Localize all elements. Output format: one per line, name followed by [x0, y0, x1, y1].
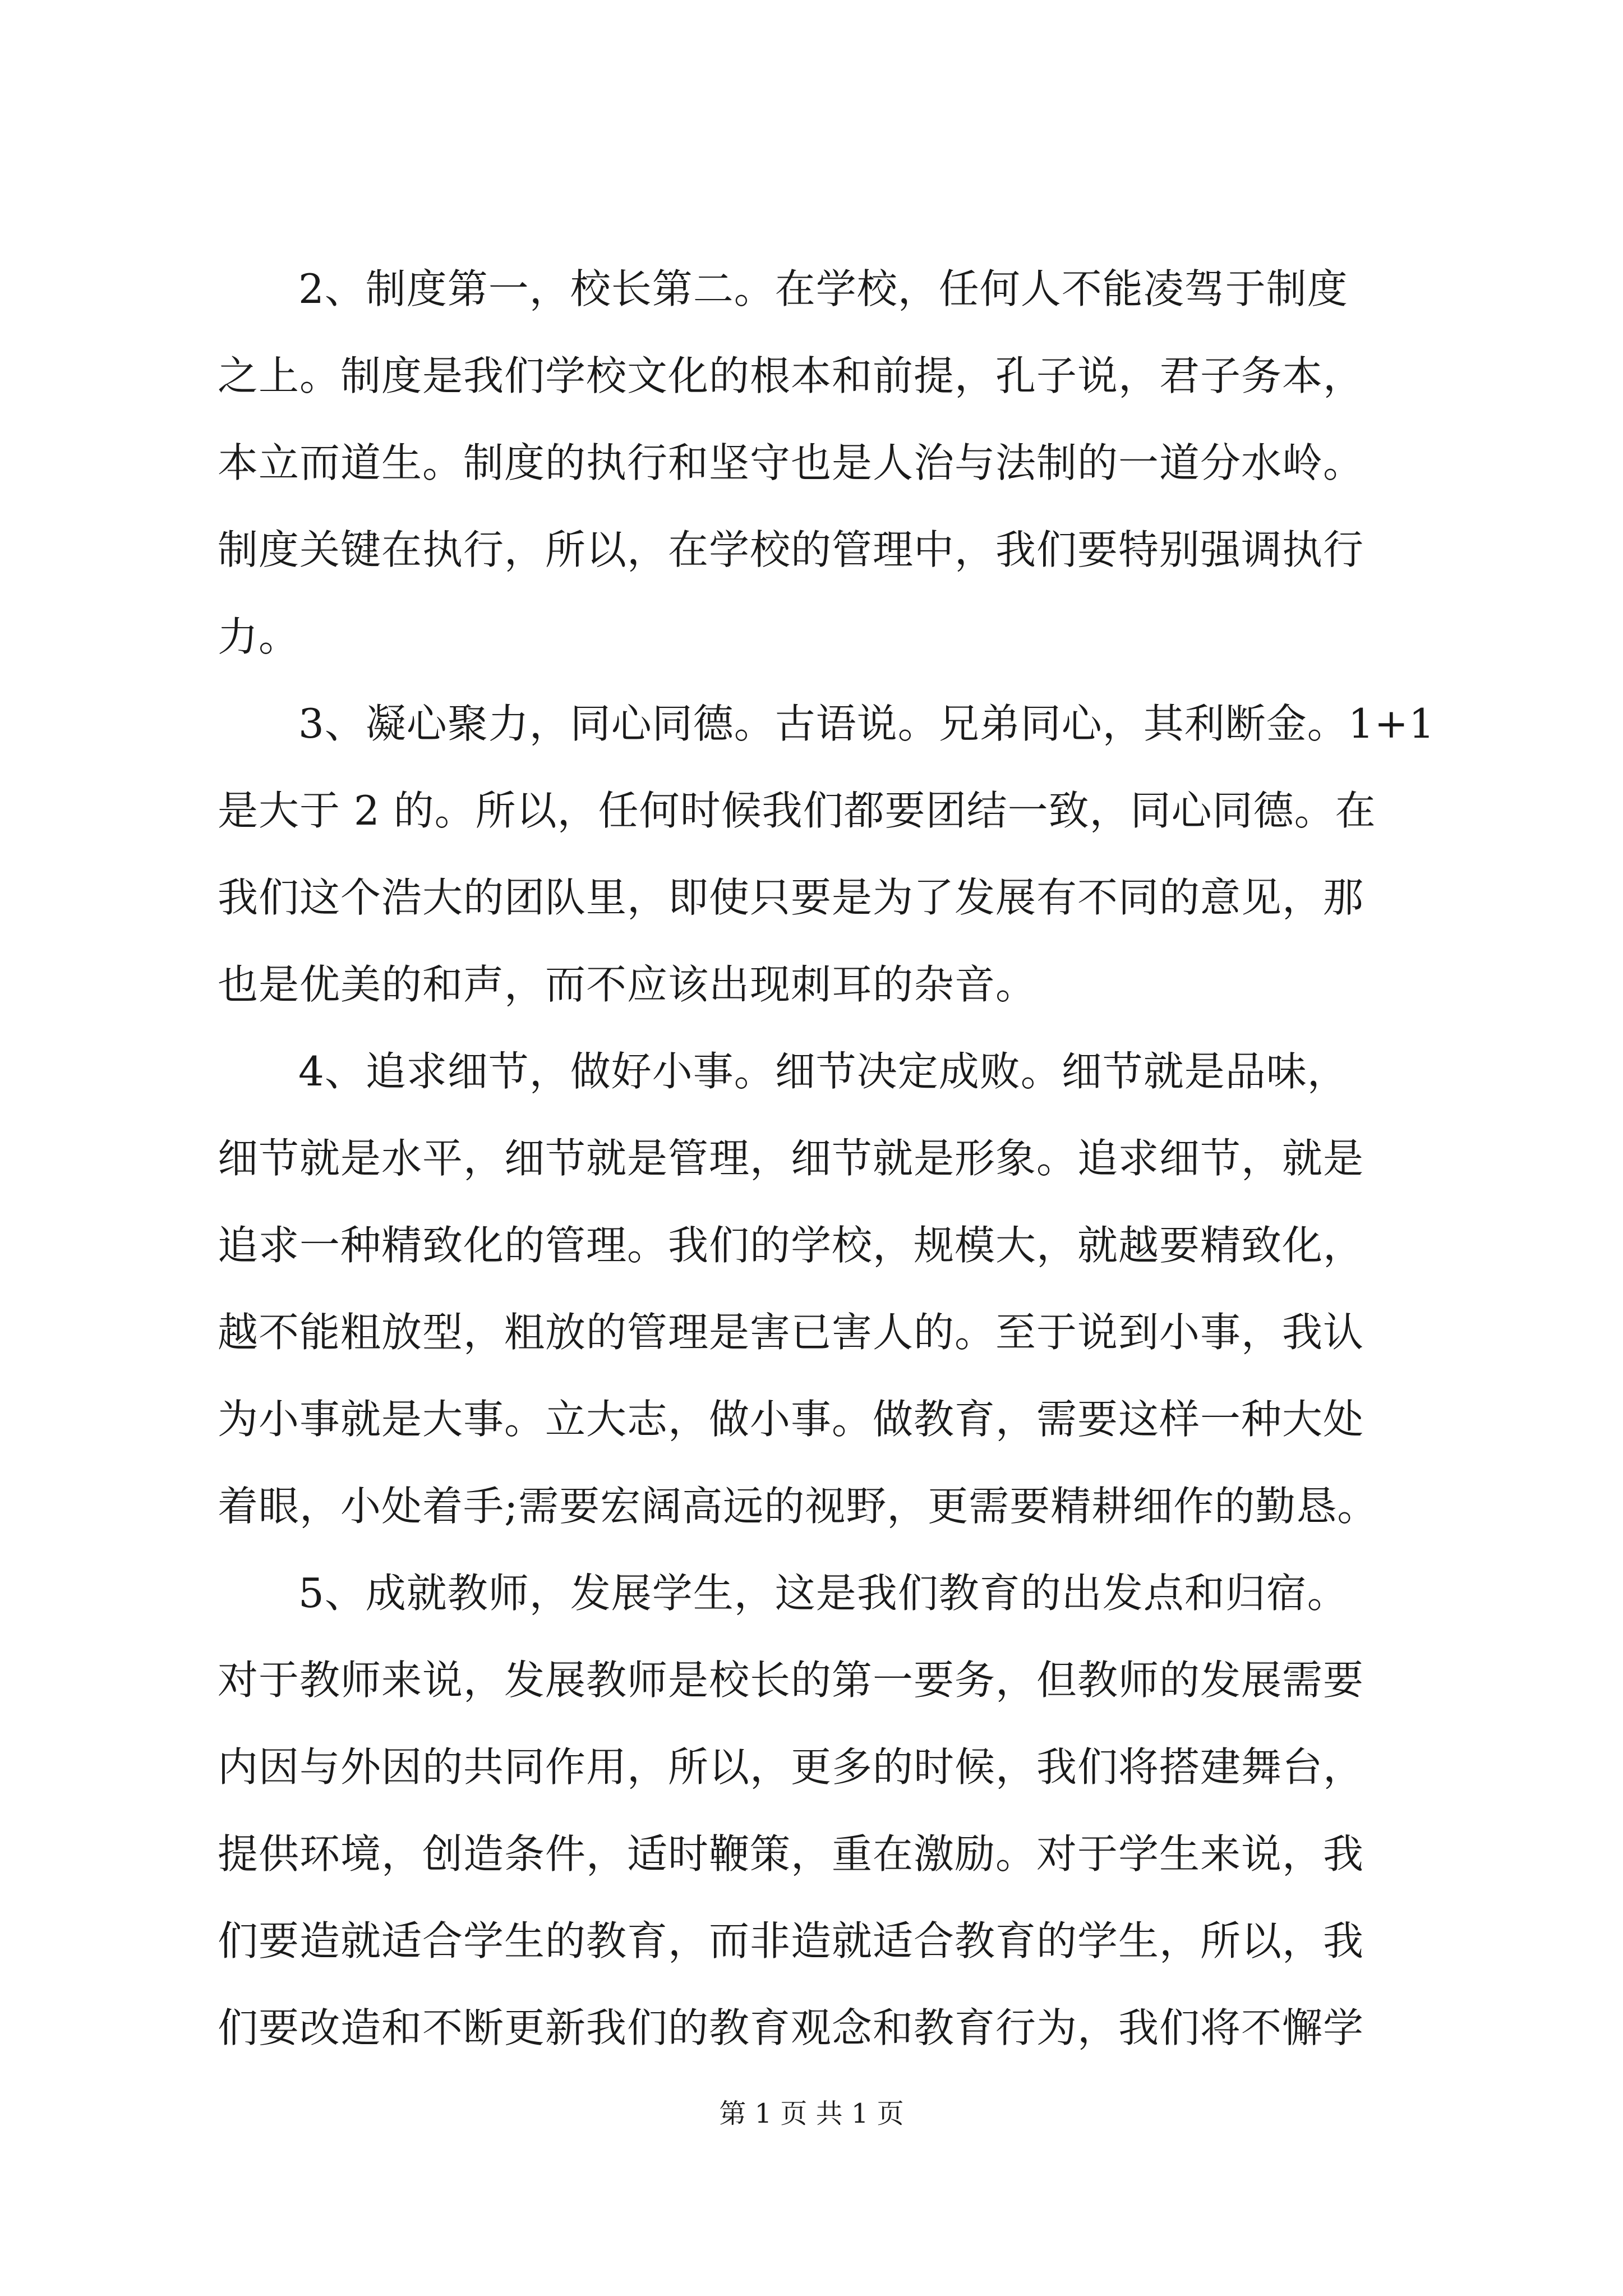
text-line: 5、成就教师，发展学生，这是我们教育的出发点和归宿。 [298, 1570, 1348, 1617]
text-line: 们要改造和不断更新我们的教育观念和教育行为，我们将不懈学 [218, 2004, 1364, 2051]
page-footer: 第 1 页 共 1 页 [719, 2098, 904, 2129]
text-line: 着眼，小处着手;需要宏阔高远的视野，更需要精耕细作的勤恳。 [218, 1483, 1378, 1530]
document-body [218, 246, 1435, 2072]
text-line: 对于教师来说，发展教师是校长的第一要务，但教师的发展需要 [218, 1657, 1364, 1704]
text-line: 细节就是水平，细节就是管理，细节就是形象。追求细节，就是 [218, 1135, 1364, 1182]
text-line: 们要造就适合学生的教育，而非造就适合教育的学生，所以，我 [218, 1917, 1364, 1964]
text-line: 也是优美的和声，而不应该出现刺耳的杂音。 [218, 961, 1037, 1008]
text-line: 越不能粗放型，粗放的管理是害已害人的。至于说到小事，我认 [218, 1309, 1364, 1356]
text-line: 本立而道生。制度的执行和坚守也是人治与法制的一道分水岭。 [218, 439, 1364, 486]
text-line: 力。 [218, 613, 300, 660]
text-line: 3、凝心聚力，同心同德。古语说。兄弟同心，其利断金。1+1 [298, 700, 1435, 747]
text-line: 内因与外因的共同作用，所以，更多的时候，我们将搭建舞台， [218, 1743, 1364, 1791]
text-line: 追求一种精致化的管理。我们的学校，规模大，就越要精致化， [218, 1222, 1364, 1269]
text-line: 之上。制度是我们学校文化的根本和前提，孔子说，君子务本， [218, 352, 1364, 399]
text-line: 是大于 2 的。所以，任何时候我们都要团结一致，同心同德。在 [218, 787, 1376, 834]
text-line: 我们这个浩大的团队里，即使只要是为了发展有不同的意见，那 [218, 874, 1364, 921]
text-line: 提供环境，创造条件，适时鞭策，重在激励。对于学生来说，我 [218, 1830, 1364, 1878]
text-line: 4、追求细节，做好小事。细节决定成败。细节就是品味， [298, 1048, 1348, 1095]
text-line: 为小事就是大事。立大志，做小事。做教育，需要这样一种大处 [218, 1396, 1364, 1443]
text-line: 2、制度第一，校长第二。在学校，任何人不能凌驾于制度 [298, 265, 1348, 312]
text-line: 制度关键在执行，所以，在学校的管理中，我们要特别强调执行 [218, 526, 1364, 573]
